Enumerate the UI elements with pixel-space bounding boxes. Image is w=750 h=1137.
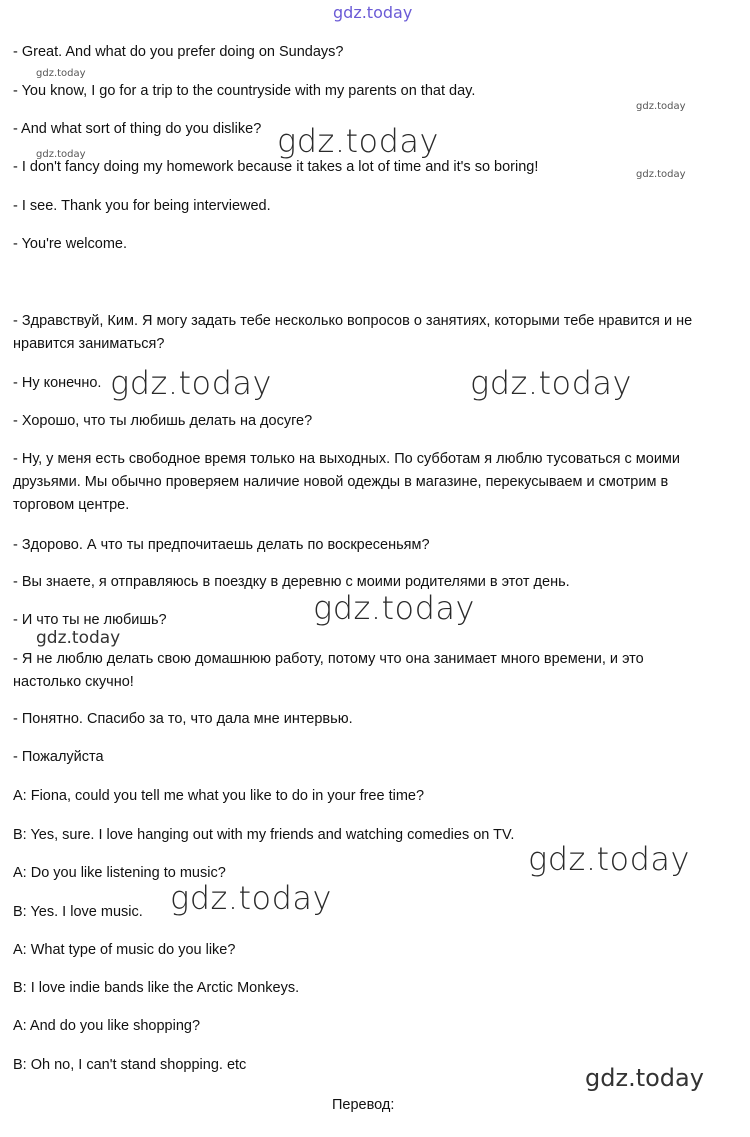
watermark: gdz.today [470,364,632,402]
sample-dialogue-line: B: I love indie bands like the Arctic Monkeys. [13,980,300,996]
header-watermark[interactable]: gdz.today [333,3,413,22]
watermark: gdz.today [110,364,272,402]
watermark: gdz.today [313,589,475,627]
watermark: gdz.today [36,628,121,648]
watermark: gdz.today [528,840,690,878]
translation-line: - Ну, у меня есть свободное время только на выходных. По субботам я люблю тусоваться с моими друзьями. Мы обычно проверяем наличие новой одежды в магазине, перекусываем и смотрим в торговом центре. [13,451,680,513]
watermark: gdz.today [585,1064,704,1092]
dialogue-line: - You're welcome. [13,236,127,252]
translation-line: - Вы знаете, я отправляюсь в поездку в деревню с моими родителями в этот день. [13,574,570,590]
translation-heading: Перевод: [332,1097,395,1113]
translation-line: - Здравствуй, Ким. Я могу задать тебе несколько вопросов о занятиях, которыми тебе нравится и не нравится заниматься? [13,313,693,352]
sample-dialogue-line: A: And do you like shopping? [13,1018,201,1034]
sample-dialogue-line: B: Oh no, I can't stand shopping. etc [13,1057,247,1073]
sample-dialogue-line: A: Do you like listening to music? [13,865,226,881]
watermark: gdz.today [170,879,332,917]
translation-line: - Понятно. Спасибо за то, что дала мне интервью. [13,711,353,727]
watermark: gdz.today [36,149,86,160]
translation-line: - Пожалуйста [13,749,104,765]
translation-line: - И что ты не любишь? [13,612,167,628]
translation-line: - Здорово. А что ты предпочитаешь делать по воскресеньям? [13,537,430,553]
dialogue-line: - You know, I go for a trip to the countryside with my parents on that day. [13,83,476,99]
watermark: gdz.today [636,169,686,180]
translation-line: - Ну конечно. [13,375,102,391]
watermark: gdz.today [277,122,439,160]
translation-line: - Хорошо, что ты любишь делать на досуге? [13,413,313,429]
dialogue-line: - And what sort of thing do you dislike? [13,121,262,137]
dialogue-line: - Great. And what do you prefer doing on Sundays? [13,44,344,60]
sample-dialogue-line: B: Yes. I love music. [13,904,143,920]
watermark: gdz.today [36,68,86,79]
dialogue-line: - I see. Thank you for being interviewed. [13,198,271,214]
sample-dialogue-line: A: What type of music do you like? [13,942,236,958]
dialogue-line: - I don't fancy doing my homework because it takes a lot of time and it's so boring! [13,159,539,175]
translation-line: - Я не люблю делать свою домашнюю работу, потому что она занимает много времени, и это настолько скучно! [13,651,644,690]
sample-dialogue-line: B: Yes, sure. I love hanging out with my friends and watching comedies on TV. [13,827,515,843]
sample-dialogue-line: A: Fiona, could you tell me what you like to do in your free time? [13,788,425,804]
watermark: gdz.today [636,101,686,112]
